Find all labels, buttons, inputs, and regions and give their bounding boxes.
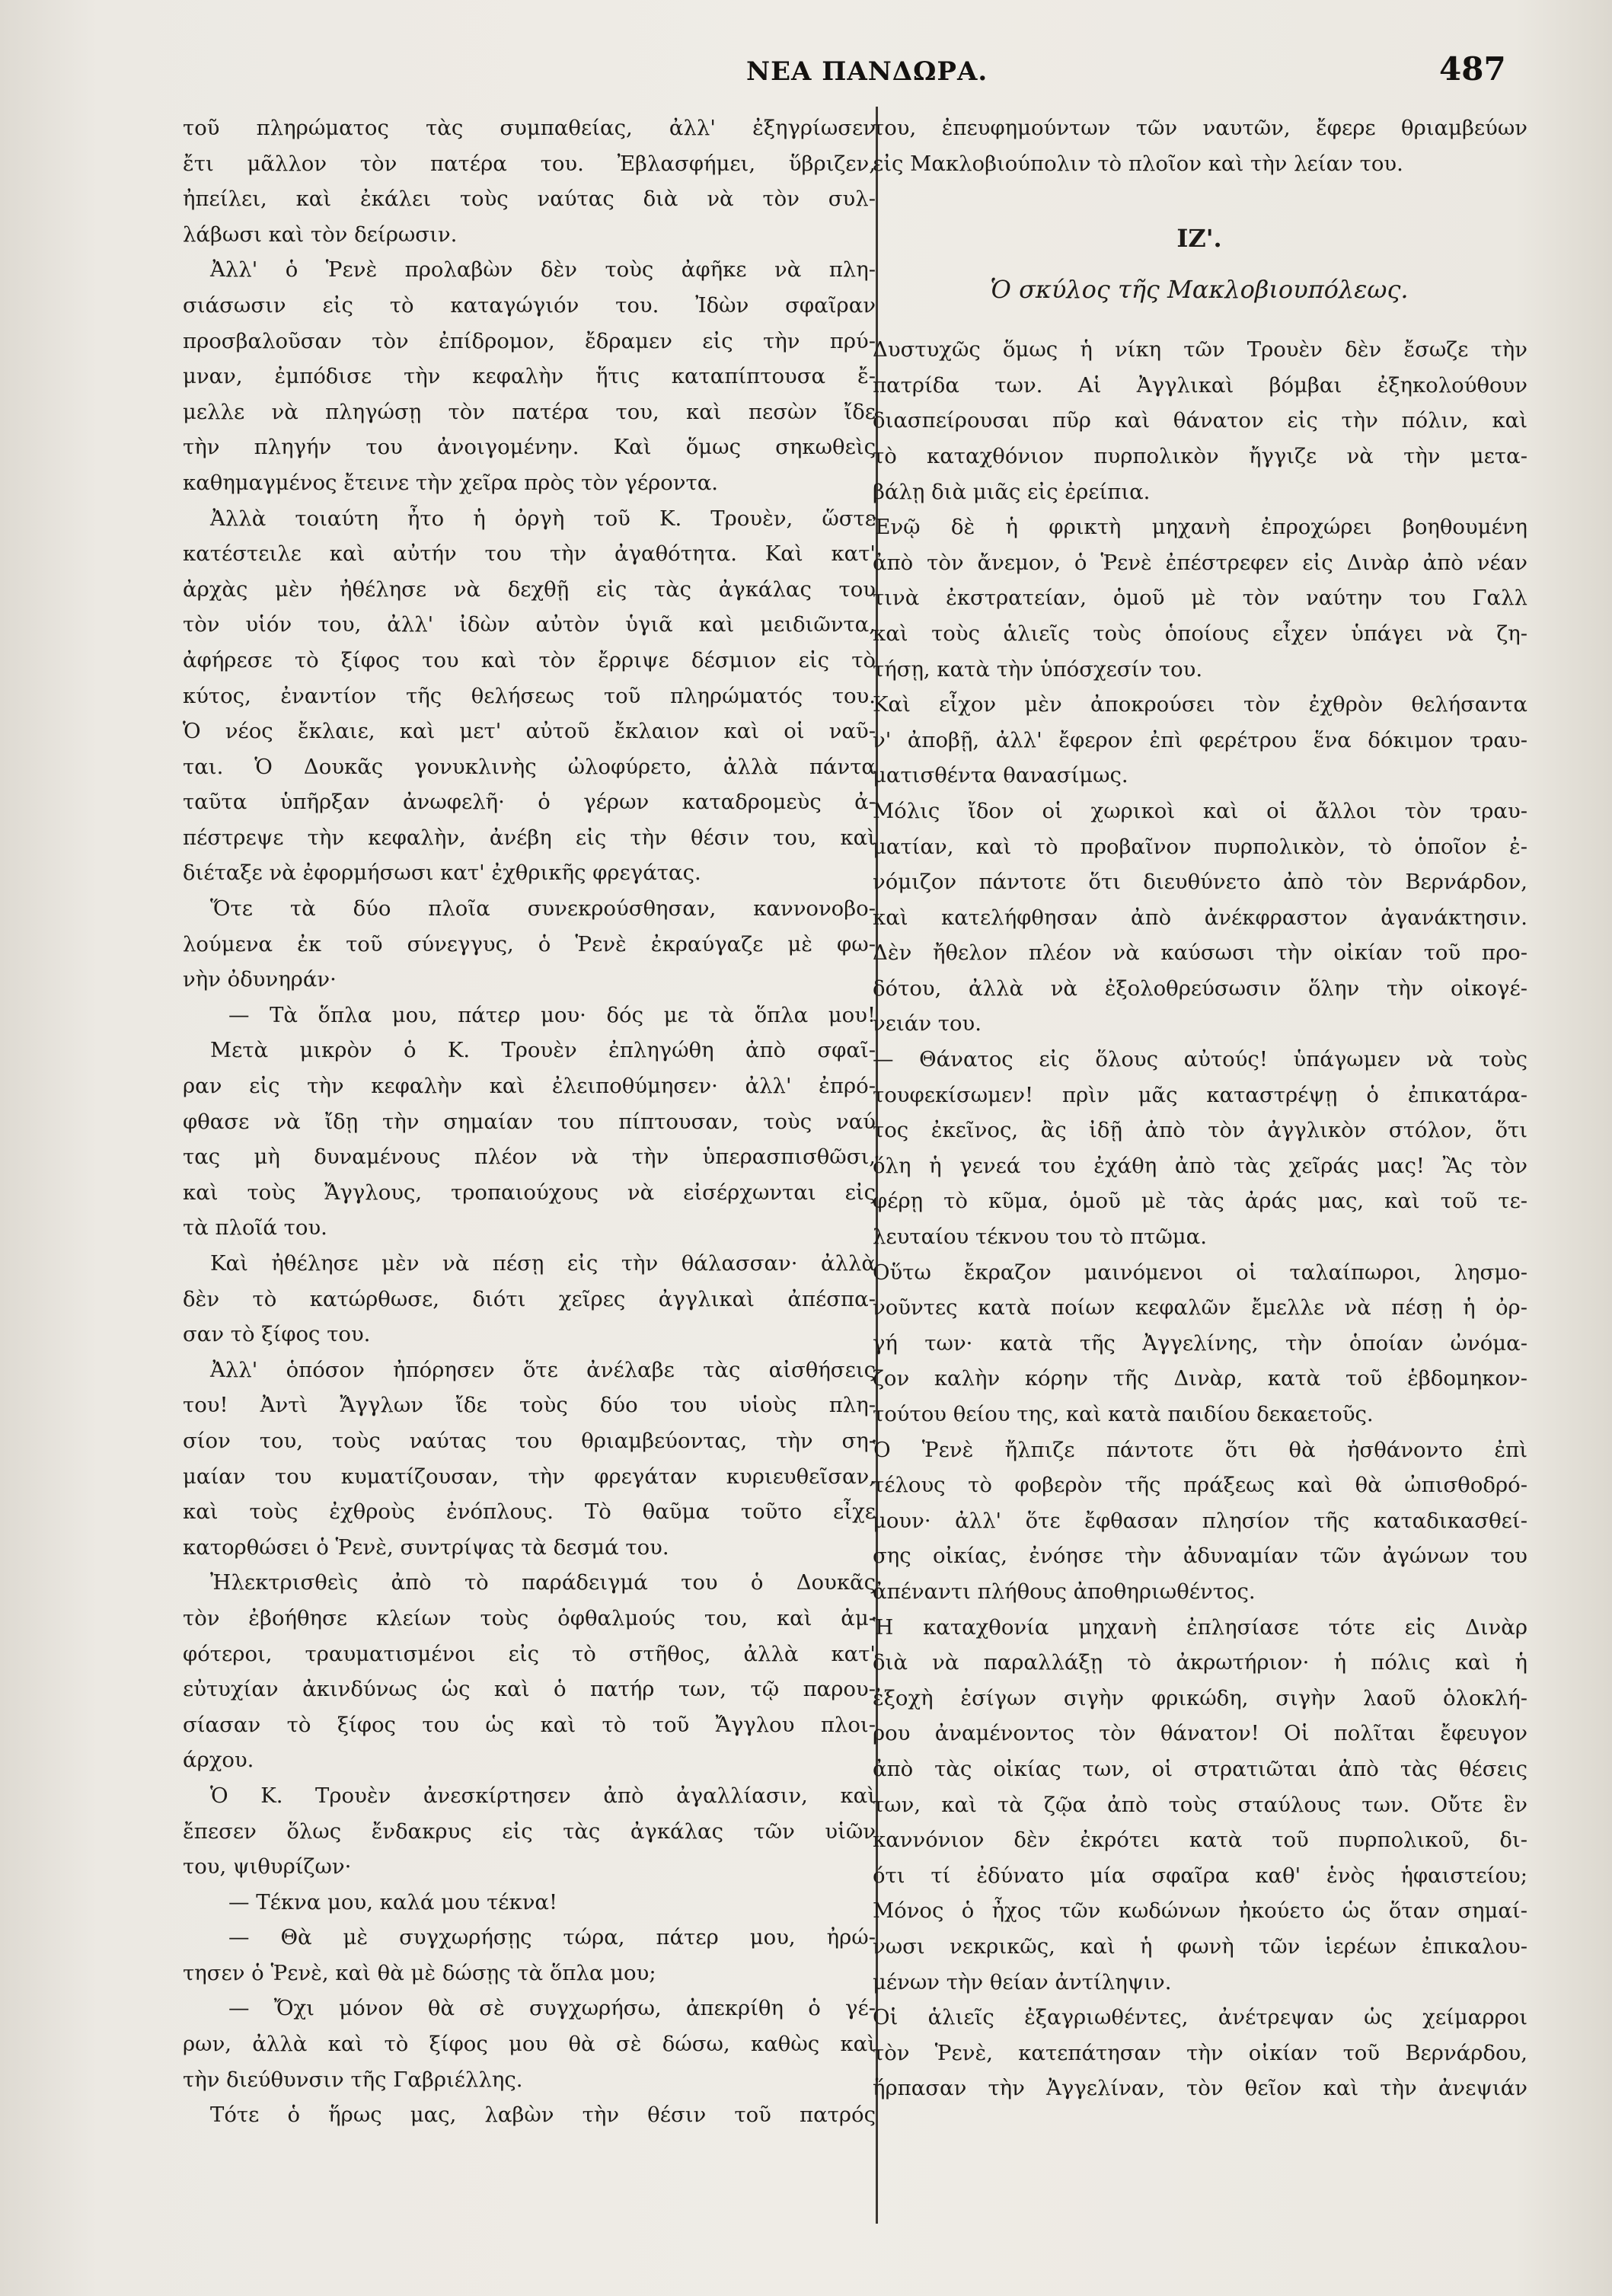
text-line: Καὶ εἶχον μὲν ἀποκρούσει τὸν ἐχθρὸν θελήσαντα [873, 692, 1527, 717]
text-line: καὶ τοὺς ἁλιεῖς τοὺς ὁποίους εἶχεν ὑπάγει νὰ ζη- [873, 621, 1527, 646]
text-line: ἐξοχὴ ἐσίγων σιγὴν φρικώδη, σιγὴν λαοῦ ὁλοκλή- [873, 1685, 1527, 1710]
text-line: δότου, ἀλλὰ νὰ ἐξολοθρεύσωσιν ὅλην τὴν οἰκογέ- [873, 976, 1527, 1001]
text-line: Ὁ Ῥενὲ ἤλπιζε πάντοτε ὅτι θὰ ἠσθάνοντο ἐπὶ [873, 1437, 1527, 1462]
text-line: ἥρπασαν τὴν Ἀγγελίναν, τὸν θεῖον καὶ τὴν ἀνεψιάν [873, 2076, 1527, 2101]
chapter-number: ΙΖ'. [1176, 224, 1222, 254]
text-line: φθασε νὰ ἴδῃ τὴν σημαίαν του πίπτουσαν, τοὺς ναύ [183, 1109, 876, 1134]
text-line: ἔτι μᾶλλον τὸν πατέρα του. Ἐβλασφήμει, ὕβριζεν, [183, 151, 876, 176]
text-line: νοῦντες κατὰ ποίων κεφαλῶν ἔμελλε νὰ πέσῃ ἡ ὀρ- [873, 1295, 1527, 1320]
text-line: Ὅτε τὰ δύο πλοῖα συνεκρούσθησαν, καννονοβο- [210, 896, 876, 921]
text-line: ται. Ὁ Δουκᾶς γονυκλινὴς ὠλοφύρετο, ἀλλὰ πάντα [183, 754, 876, 779]
text-line: ὅλη ἡ γενεά του ἐχάθη ἀπὸ τὰς χεῖράς μας! Ἂς τὸν [873, 1153, 1527, 1178]
text-line: μένων τὴν θείαν ἀντίληψιν. [873, 1969, 1172, 1994]
text-line: Ἐνῷ δὲ ἡ φρικτὴ μηχανὴ ἐπροχώρει βοηθουμένη [873, 515, 1527, 540]
right-column-body [868, 332, 1531, 2106]
text-line: τὴν διεύθυνσιν τῆς Γαβριέλλης. [183, 2067, 523, 2092]
text-line: ματίαν, καὶ τὸ προβαῖνον πυρπολικὸν, τὸ ὁποῖον ἐ- [873, 834, 1527, 859]
text-line: Μετὰ μικρὸν ὁ Κ. Τρουὲν ἐπληγώθη ἀπὸ σφαῖ- [210, 1038, 876, 1063]
chapter-title: Ὁ σκύλος τῆς Μακλοβιουπόλεως. [990, 275, 1409, 305]
text-line: λευταίου τέκνου του τὸ πτῶμα. [873, 1225, 1207, 1250]
text-line: τὸν Ῥενὲ, κατεπάτησαν τὴν οἰκίαν τοῦ Βερνάρδου, [873, 2040, 1527, 2065]
text-line: βάλῃ διὰ μιᾶς εἰς ἐρείπια. [873, 479, 1151, 504]
text-line: ραν εἰς τὴν κεφαλὴν καὶ ἐλειποθύμησεν· ἀλλ' ἐπρό- [183, 1074, 876, 1099]
text-line: τουφεκίσωμεν! πρὶν μᾶς καταστρέψῃ ὁ ἐπικατάρα- [873, 1082, 1527, 1107]
text-line: λούμενα ἐκ τοῦ σύνεγγυς, ὁ Ῥενὲ ἐκραύγαζε μὲ φω- [183, 931, 876, 956]
right-column-continuation [868, 110, 1531, 181]
text-line: καὶ κατελήφθησαν ἀπὸ ἀνέκφραστον ἀγανάκτησιν. [873, 905, 1527, 930]
text-line: Ἡ καταχθονία μηχανὴ ἐπλησίασε τότε εἰς Δινὰρ [873, 1614, 1527, 1640]
text-line: ν' ἀποβῇ, ἀλλ' ἔφερον ἐπὶ φερέτρου ἕνα δόκιμον τραυ- [873, 727, 1527, 752]
text-line: άρχου. [183, 1748, 254, 1773]
text-line: μαίαν του κυματίζουσαν, τὴν φρεγάταν κυριευθεῖσαν, [183, 1464, 876, 1489]
text-line: Ἀλλ' ὁπόσον ἠπόρησεν ὅτε ἀνέλαβε τὰς αἰσθήσεις [210, 1357, 876, 1382]
text-line: εὐτυχίαν ἀκινδύνως ὡς καὶ ὁ πατήρ των, τῷ παρου- [183, 1677, 876, 1702]
text-line: νόμιζον πάντοτε ὅτι διευθύνετο ἀπὸ τὸν Βερνάρδον, [873, 870, 1527, 895]
text-line: τοῦ πληρώματος τὰς συμπαθείας, ἀλλ' ἐξηγρίωσεν [183, 116, 876, 140]
text-line: καὶ τοὺς Ἄγγλους, τροπαιούχους νὰ εἰσέρχωνται εἰς [183, 1180, 876, 1205]
right-column [868, 110, 1531, 2273]
text-line: ματισθέντα θανασίμως. [873, 763, 1128, 788]
text-line: καθημαγμένος ἔτεινε τὴν χεῖρα πρὸς τὸν γέροντα. [183, 470, 719, 495]
text-line: προσβαλοῦσαν τὸν ἐπίδρομον, ἔδραμεν εἰς τὴν πρύ- [183, 328, 876, 353]
text-line: τὸ καταχθόνιον πυρπολικὸν ἤγγιζε νὰ τὴν μετα- [873, 443, 1527, 468]
text-line: Ἠλεκτρισθεὶς ἀπὸ τὸ παράδειγμά του ὁ Δουκᾶς [210, 1570, 876, 1595]
text-line: τας μὴ δυναμένους πλέον νὰ τὴν ὑπερασπισθῶσι, [183, 1145, 876, 1170]
text-line: πατρίδα των. Αἱ Ἀγγλικαὶ βόμβαι ἐξηκολούθουν [873, 372, 1527, 398]
text-line: ἀφήρεσε τὸ ξίφος του καὶ τὸν ἔρριψε δέσμιον εἰς τὸ [183, 647, 876, 672]
text-line: — Τέκνα μου, καλά μου τέκνα! [228, 1889, 558, 1914]
text-line: μουν· ἀλλ' ὅτε ἔφθασαν πλησίον τῆς καταδικασθεί- [873, 1508, 1527, 1533]
text-line: μελλε νὰ πληγώσῃ τὸν πατέρα του, καὶ πεσὼν ἴδε [183, 399, 876, 424]
text-line: Τότε ὁ ἥρως μας, λαβὼν τὴν θέσιν τοῦ πατρός [210, 2103, 876, 2128]
text-line: δὲν τὸ κατώρθωσε, διότι χεῖρες ἀγγλικαὶ ἀπέσπα- [183, 1286, 876, 1311]
text-line: νὴν ὀδυνηράν· [183, 967, 337, 992]
text-line: Οἱ ἁλιεῖς ἐξαγριωθέντες, ἀνέτρεψαν ὡς χείμαρροι [873, 2005, 1527, 2030]
text-line: του, ψιθυρίζων· [183, 1854, 352, 1879]
text-line: τέλους τὸ φοβερὸν τῆς πράξεως καὶ θὰ ὠπισθοδρό- [873, 1473, 1527, 1498]
text-line: ότι τί ἐδύνατο μία σφαῖρα καθ' ἑνὸς ἡφαιστείου; [873, 1863, 1527, 1888]
text-line: καννόνιον δὲν ἐκρότει κατὰ τοῦ πυρπολικοῦ, δι- [873, 1828, 1527, 1853]
text-line: τὴν πληγήν του ἀνοιγομένην. Καὶ ὅμως σηκωθεὶς [183, 435, 876, 460]
text-line: του, ἐπευφημούντων τῶν ναυτῶν, ἔφερε θριαμβεύων [873, 116, 1527, 140]
running-title: ΝΕΑ ΠΑΝΔΩΡΑ. [746, 56, 988, 87]
text-line: νειάν του. [873, 1011, 982, 1036]
text-line: Δὲν ἤθελον πλέον νὰ καύσωσι τὴν οἰκίαν τοῦ προ- [873, 940, 1527, 966]
page-header [0, 47, 1612, 93]
text-line: σιάσωσιν εἰς τὸ καταγώγιόν του. Ἰδὼν σφαῖραν [183, 292, 876, 318]
text-line: σαν τὸ ξίφος του. [183, 1322, 371, 1347]
text-line: σίασαν τὸ ξίφος του ὡς καὶ τὸ τοῦ Ἄγγλου πλοι- [183, 1712, 876, 1737]
text-line: νωσι νεκρικῶς, καὶ ἡ φωνὴ τῶν ἱερέων ἐπικαλου- [873, 1934, 1527, 1959]
text-line: διασπείρουσαι πῦρ καὶ θάνατον εἰς τὴν πόλιν, καὶ [873, 408, 1527, 433]
text-line: Ἀλλ' ὁ Ῥενὲ προλαβὼν δὲν τοὺς ἀφῆκε νὰ πλη- [210, 257, 876, 283]
text-line: κατορθώσει ὁ Ῥενὲ, συντρίψας τὰ δεσμά του. [183, 1534, 669, 1560]
text-line: φέρῃ τὸ κῦμα, ὁμοῦ μὲ τὰς ἀράς μας, καὶ τοῦ τε- [873, 1189, 1527, 1214]
text-line: τήσῃ, κατὰ τὴν ὑπόσχεσίν του. [873, 656, 1203, 682]
text-line: Οὕτω ἔκραζον μαινόμενοι οἱ ταλαίπωροι, λησμο- [873, 1260, 1527, 1285]
text-line: ἀπέναντι πλήθους ἀποθηριωθέντος. [873, 1579, 1256, 1604]
text-line: σης οἰκίας, ἐνόησε τὴν ἀδυναμίαν τῶν ἀγώνων του [873, 1544, 1527, 1569]
text-line: Ἀλλὰ τοιαύτη ἦτο ἡ ὀργὴ τοῦ Κ. Τρουὲν, ὥστε [210, 506, 876, 531]
text-line: Μόλις ἴδον οἱ χωρικοὶ καὶ οἱ ἄλλοι τὸν τραυ- [873, 798, 1527, 823]
page-number: 487 [1439, 50, 1506, 88]
text-line: ρου ἀναμένοντος τὸν θάνατον! Οἱ πολῖται ἔφευγον [873, 1721, 1527, 1746]
text-line: — Τὰ ὅπλα μου, πάτερ μου· δός με τὰ ὅπλα μου! [228, 1002, 876, 1027]
text-line: ἀπὸ τὰς οἰκίας των, οἱ στρατιῶται ἀπὸ τὰς θέσεις [873, 1756, 1527, 1781]
text-line: λάβωσι καὶ τὸν δείρωσιν. [183, 222, 458, 247]
text-line: τὰ πλοῖά του. [183, 1215, 327, 1241]
text-line: — Ὄχι μόνον θὰ σὲ συγχωρήσω, ἀπεκρίθη ὁ γέ- [228, 1996, 876, 2021]
text-line: γή των· κατὰ τῆς Ἀγγελίνης, τὴν ὁποίαν ὠνόμα- [873, 1330, 1527, 1356]
text-line: κατέστειλε καὶ αὐτήν του τὴν ἀγαθότητα. Καὶ κατ' [183, 541, 876, 567]
text-line: τινὰ ἐκστρατείαν, ὁμοῦ μὲ τὸν ναύτην του Γαλλ [873, 586, 1527, 611]
text-line: διέταξε νὰ ἐφορμήσωσι κατ' ἐχθρικῆς φρεγάτας. [183, 861, 701, 886]
text-line: πέστρεψε τὴν κεφαλὴν, ἀνέβη εἰς τὴν θέσιν του, καὶ [183, 825, 876, 850]
text-line: ἀρχὰς μὲν ἠθέλησε νὰ δεχθῇ εἰς τὰς ἀγκάλας του [183, 576, 876, 602]
text-line: Ὁ νέος ἔκλαιε, καὶ μετ' αὐτοῦ ἔκλαιον καὶ οἱ ναῦ- [183, 719, 876, 744]
text-line: σίον του, τοὺς ναύτας του θριαμβεύοντας, τὴν ση- [183, 1428, 876, 1453]
text-line: εἰς Μακλοβιούπολιν τὸ πλοῖον καὶ τὴν λείαν του. [873, 151, 1403, 176]
text-line: ρων, ἀλλὰ καὶ τὸ ξίφος μου θὰ σὲ δώσω, καθὼς καὶ [183, 2032, 876, 2057]
text-line: Καὶ ἠθέλησε μὲν νὰ πέσῃ εἰς τὴν θάλασσαν· ἀλλὰ [210, 1251, 876, 1276]
text-line: ἠπείλει, καὶ ἐκάλει τοὺς ναύτας διὰ νὰ τὸν συλ- [183, 187, 876, 212]
text-line: τος ἐκεῖνος, ἂς ἰδῇ ἀπὸ τὸν ἀγγλικὸν στόλον, ὅτι [873, 1118, 1527, 1143]
text-line: — Θάνατος εἰς ὅλους αὐτούς! ὑπάγωμεν νὰ τοὺς [873, 1047, 1527, 1072]
text-line: ἀπὸ τὸν ἄνεμον, ὁ Ῥενὲ ἐπέστρεφεν εἰς Δινὰρ ἀπὸ νέαν [873, 550, 1527, 575]
text-line: ἔπεσεν ὅλως ἔνδακρυς εἰς τὰς ἀγκάλας τῶν υἱῶν [183, 1819, 876, 1844]
text-line: τὸν ἐβοήθησε κλείων τοὺς ὀφθαλμούς του, καὶ ἀμ- [183, 1605, 876, 1630]
text-line: κύτος, ἐναντίον τῆς θελήσεως τοῦ πληρώματός του. [183, 683, 876, 708]
text-line: καὶ τοὺς ἐχθροὺς ἐνόπλους. Τὸ θαῦμα τοῦτο εἶχε [183, 1499, 876, 1525]
text-line: — Θὰ μὲ συγχωρήσῃς τώρα, πάτερ μου, ἠρώ- [228, 1925, 876, 1950]
text-line: Δυστυχῶς ὅμως ἡ νίκη τῶν Τρουὲν δὲν ἔσωζε τὴν [873, 337, 1527, 362]
text-line: Μόνος ὁ ἦχος τῶν κωδώνων ἠκούετο ὡς ὅταν σημαί- [873, 1898, 1527, 1924]
text-line: ταῦτα ὑπῆρξαν ἀνωφελῆ· ὁ γέρων καταδρομεὺς ἀ- [183, 790, 876, 815]
text-line: των, καὶ τὰ ζῷα ἀπὸ τοὺς σταύλους των. Οὔτε ἓν [873, 1792, 1527, 1817]
text-line: ζον καλὴν κόρην τῆς Δινὰρ, κατὰ τοῦ ἑβδομηκον- [873, 1366, 1527, 1391]
text-line: τούτου θείου της, καὶ κατὰ παιδίου δεκαετοῦς. [873, 1402, 1374, 1426]
text-line: τὸν υἱόν του, ἀλλ' ἰδὼν αὐτὸν ὑγιᾶ καὶ μειδιῶντα, [183, 612, 876, 637]
text-line: του! Ἀντὶ Ἄγγλων ἴδε τοὺς δύο του υἱοὺς πλη- [183, 1393, 876, 1418]
text-line: μναν, ἐμπόδισε τὴν κεφαλὴν ἥτις καταπίπτουσα ἔ- [183, 364, 876, 389]
text-line: τησεν ὁ Ῥενὲ, καὶ θὰ μὲ δώσῃς τὰ ὅπλα μου; [183, 1960, 656, 1985]
left-column [183, 110, 876, 2273]
text-line: φότεροι, τραυματισμένοι εἰς τὸ στῆθος, ἀλλὰ κατ' [183, 1641, 876, 1666]
text-line: Ὁ Κ. Τρουὲν ἀνεσκίρτησεν ἀπὸ ἀγαλλίασιν, καὶ [210, 1783, 876, 1808]
text-line: διὰ νὰ παραλλάξῃ τὸ ἀκρωτήριον· ἡ πόλις καὶ ἡ [873, 1650, 1527, 1675]
